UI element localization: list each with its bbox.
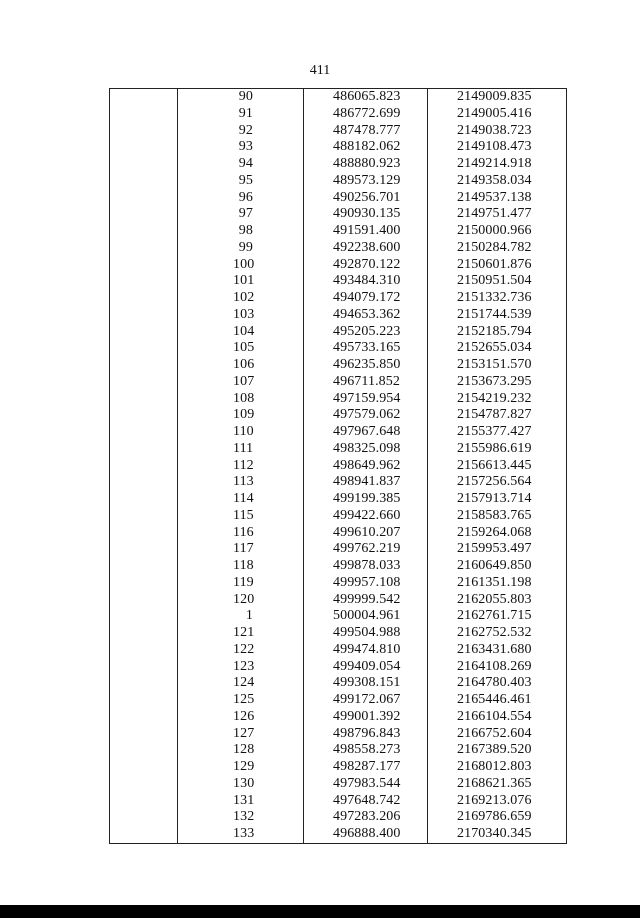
y-coordinate-cell: 2153151.570 bbox=[457, 357, 532, 372]
point-number-cell: 123 bbox=[233, 658, 255, 674]
coordinates-table bbox=[109, 88, 567, 844]
x-coordinate-cell: 499999.542 bbox=[333, 591, 401, 607]
y-coordinate-cell: 2159953.497 bbox=[457, 541, 532, 557]
y-coordinate-cell: 2149108.473 bbox=[457, 139, 532, 155]
y-coordinate-cell: 2166752.604 bbox=[457, 725, 532, 741]
point-number-cell: 99 bbox=[238, 239, 253, 255]
point-number-cell: 125 bbox=[233, 692, 255, 707]
x-coordinate-cell: 495205.223 bbox=[333, 323, 401, 339]
point-number-cell: 92 bbox=[238, 122, 253, 138]
x-coordinate-cell: 499422.660 bbox=[333, 507, 401, 523]
x-coordinate-cell: 498287.177 bbox=[333, 759, 401, 774]
table-row bbox=[110, 776, 566, 793]
y-coordinate-cell: 2159264.068 bbox=[457, 524, 532, 540]
table-row bbox=[110, 240, 566, 257]
y-coordinate-cell: 2149038.723 bbox=[457, 122, 532, 138]
x-coordinate-cell: 487478.777 bbox=[333, 122, 401, 138]
table-row bbox=[110, 458, 566, 475]
y-coordinate-cell: 2158583.765 bbox=[457, 507, 532, 523]
y-coordinate-cell: 2163431.680 bbox=[457, 641, 532, 657]
y-coordinate-cell: 2150000.966 bbox=[457, 223, 532, 238]
point-number-cell: 90 bbox=[238, 89, 253, 104]
x-coordinate-cell: 496888.400 bbox=[333, 826, 401, 841]
table-row bbox=[110, 826, 566, 843]
x-coordinate-cell: 499610.207 bbox=[333, 524, 401, 540]
x-coordinate-cell: 497648.742 bbox=[333, 792, 401, 808]
point-number-cell: 122 bbox=[233, 641, 255, 657]
x-coordinate-cell: 490256.701 bbox=[333, 189, 401, 205]
point-number-cell: 112 bbox=[233, 457, 254, 473]
point-number-cell: 126 bbox=[233, 708, 255, 724]
y-coordinate-cell: 2149214.918 bbox=[457, 156, 532, 171]
table-row bbox=[110, 592, 566, 609]
y-coordinate-cell: 2149537.138 bbox=[457, 189, 532, 205]
y-coordinate-cell: 2155986.619 bbox=[457, 440, 532, 456]
table-row bbox=[110, 793, 566, 810]
point-number-cell: 115 bbox=[233, 507, 254, 523]
table-row bbox=[110, 123, 566, 140]
y-coordinate-cell: 2164108.269 bbox=[457, 658, 532, 674]
table-row bbox=[110, 139, 566, 156]
x-coordinate-cell: 500004.961 bbox=[333, 608, 401, 624]
table-row bbox=[110, 89, 566, 106]
x-coordinate-cell: 497967.648 bbox=[333, 424, 401, 439]
y-coordinate-cell: 2166104.554 bbox=[457, 708, 532, 724]
point-number-cell: 97 bbox=[238, 206, 253, 222]
x-coordinate-cell: 496235.850 bbox=[333, 357, 401, 372]
y-coordinate-cell: 2150601.876 bbox=[457, 256, 532, 272]
table-row bbox=[110, 106, 566, 123]
table-row bbox=[110, 625, 566, 642]
table-body bbox=[110, 89, 566, 843]
table-row bbox=[110, 441, 566, 458]
x-coordinate-cell: 499001.392 bbox=[333, 708, 401, 724]
y-coordinate-cell: 2168012.803 bbox=[457, 759, 532, 774]
point-number-cell: 120 bbox=[233, 591, 255, 607]
table-row bbox=[110, 391, 566, 408]
y-coordinate-cell: 2149009.835 bbox=[457, 89, 532, 104]
x-coordinate-cell: 499409.054 bbox=[333, 658, 401, 674]
x-coordinate-cell: 499504.988 bbox=[333, 625, 401, 640]
point-number-cell: 113 bbox=[233, 474, 254, 490]
table-row bbox=[110, 257, 566, 274]
point-number-cell: 124 bbox=[233, 675, 255, 691]
y-coordinate-cell: 2154787.827 bbox=[457, 407, 532, 423]
table-row bbox=[110, 374, 566, 391]
point-number-cell: 132 bbox=[233, 809, 255, 825]
y-coordinate-cell: 2150284.782 bbox=[457, 239, 532, 255]
y-coordinate-cell: 2162055.803 bbox=[457, 591, 532, 607]
x-coordinate-cell: 497283.206 bbox=[333, 809, 401, 825]
table-row bbox=[110, 474, 566, 491]
y-coordinate-cell: 2157256.564 bbox=[457, 474, 532, 490]
point-number-cell: 94 bbox=[238, 156, 253, 171]
point-number-cell: 91 bbox=[238, 105, 253, 121]
x-coordinate-cell: 486065.823 bbox=[333, 89, 401, 104]
x-coordinate-cell: 499308.151 bbox=[333, 675, 401, 691]
table-row bbox=[110, 491, 566, 508]
y-coordinate-cell: 2164780.403 bbox=[457, 675, 532, 691]
y-coordinate-cell: 2162752.532 bbox=[457, 625, 532, 640]
x-coordinate-cell: 494079.172 bbox=[333, 290, 401, 305]
y-coordinate-cell: 2157913.714 bbox=[457, 491, 532, 506]
table-row bbox=[110, 541, 566, 558]
y-coordinate-cell: 2169786.659 bbox=[457, 809, 532, 825]
x-coordinate-cell: 486772.699 bbox=[333, 105, 401, 121]
point-number-cell: 96 bbox=[238, 189, 253, 205]
table-row bbox=[110, 290, 566, 307]
y-coordinate-cell: 2151332.736 bbox=[457, 290, 532, 305]
table-row bbox=[110, 759, 566, 776]
y-coordinate-cell: 2160649.850 bbox=[457, 558, 532, 573]
x-coordinate-cell: 493484.310 bbox=[333, 273, 401, 289]
table-row bbox=[110, 675, 566, 692]
point-number-cell: 103 bbox=[233, 306, 255, 322]
y-coordinate-cell: 2170340.345 bbox=[457, 826, 532, 841]
point-number-cell: 100 bbox=[233, 256, 255, 272]
table-row bbox=[110, 424, 566, 441]
point-number-cell: 102 bbox=[233, 290, 255, 305]
y-coordinate-cell: 2156613.445 bbox=[457, 457, 532, 473]
x-coordinate-cell: 499762.219 bbox=[333, 541, 401, 557]
scan-edge bbox=[0, 905, 640, 918]
y-coordinate-cell: 2155377.427 bbox=[457, 424, 532, 439]
point-number-cell: 106 bbox=[233, 357, 255, 372]
x-coordinate-cell: 497983.544 bbox=[333, 775, 401, 791]
table-row bbox=[110, 307, 566, 324]
table-row bbox=[110, 357, 566, 374]
table-row bbox=[110, 407, 566, 424]
point-number-cell: 108 bbox=[233, 390, 255, 406]
x-coordinate-cell: 499172.067 bbox=[333, 692, 401, 707]
x-coordinate-cell: 495733.165 bbox=[333, 340, 401, 356]
x-coordinate-cell: 492870.122 bbox=[333, 256, 401, 272]
point-number-cell: 131 bbox=[233, 792, 255, 808]
y-coordinate-cell: 2149751.477 bbox=[457, 206, 532, 222]
y-coordinate-cell: 2165446.461 bbox=[457, 692, 532, 707]
y-coordinate-cell: 2162761.715 bbox=[457, 608, 532, 624]
y-coordinate-cell: 2153673.295 bbox=[457, 373, 532, 389]
point-number-cell: 128 bbox=[233, 742, 255, 758]
x-coordinate-cell: 496711.852 bbox=[333, 373, 400, 389]
x-coordinate-cell: 498325.098 bbox=[333, 440, 401, 456]
y-coordinate-cell: 2152185.794 bbox=[457, 323, 532, 339]
point-number-cell: 95 bbox=[238, 172, 253, 188]
x-coordinate-cell: 488182.062 bbox=[333, 139, 401, 155]
point-number-cell: 98 bbox=[238, 223, 253, 238]
point-number-cell: 130 bbox=[233, 775, 255, 791]
table-row bbox=[110, 190, 566, 207]
table-row bbox=[110, 608, 566, 625]
y-coordinate-cell: 2154219.232 bbox=[457, 390, 532, 406]
table-row bbox=[110, 273, 566, 290]
table-row bbox=[110, 809, 566, 826]
table-row bbox=[110, 324, 566, 341]
x-coordinate-cell: 499474.810 bbox=[333, 641, 401, 657]
point-number-cell: 104 bbox=[233, 323, 255, 339]
table-row bbox=[110, 726, 566, 743]
x-coordinate-cell: 494653.362 bbox=[333, 306, 401, 322]
page-number: 411 bbox=[309, 63, 331, 78]
point-number-cell: 127 bbox=[233, 725, 255, 741]
point-number-cell: 105 bbox=[233, 340, 255, 356]
x-coordinate-cell: 498941.837 bbox=[333, 474, 401, 490]
y-coordinate-cell: 2167389.520 bbox=[457, 742, 532, 758]
y-coordinate-cell: 2150951.504 bbox=[457, 273, 532, 289]
table-row bbox=[110, 659, 566, 676]
x-coordinate-cell: 489573.129 bbox=[333, 172, 401, 188]
point-number-cell: 111 bbox=[233, 440, 254, 456]
point-number-cell: 114 bbox=[233, 491, 254, 506]
point-number-cell: 1 bbox=[245, 608, 253, 624]
y-coordinate-cell: 2149358.034 bbox=[457, 172, 532, 188]
y-coordinate-cell: 2161351.198 bbox=[457, 574, 532, 590]
point-number-cell: 101 bbox=[233, 273, 255, 289]
table-row bbox=[110, 709, 566, 726]
point-number-cell: 116 bbox=[233, 524, 254, 540]
table-row bbox=[110, 525, 566, 542]
x-coordinate-cell: 498796.843 bbox=[333, 725, 401, 741]
x-coordinate-cell: 499957.108 bbox=[333, 574, 401, 590]
y-coordinate-cell: 2149005.416 bbox=[457, 105, 532, 121]
point-number-cell: 109 bbox=[233, 407, 255, 423]
x-coordinate-cell: 498558.273 bbox=[333, 742, 401, 758]
point-number-cell: 121 bbox=[233, 625, 255, 640]
table-row bbox=[110, 156, 566, 173]
x-coordinate-cell: 497579.062 bbox=[333, 407, 401, 423]
table-row bbox=[110, 223, 566, 240]
table-row bbox=[110, 692, 566, 709]
x-coordinate-cell: 491591.400 bbox=[333, 223, 401, 238]
x-coordinate-cell: 497159.954 bbox=[333, 390, 401, 406]
point-number-cell: 118 bbox=[233, 558, 254, 573]
table-row bbox=[110, 642, 566, 659]
point-number-cell: 107 bbox=[233, 373, 255, 389]
point-number-cell: 117 bbox=[233, 541, 254, 557]
y-coordinate-cell: 2168621.365 bbox=[457, 775, 532, 791]
y-coordinate-cell: 2152655.034 bbox=[457, 340, 532, 356]
table-row bbox=[110, 742, 566, 759]
table-row bbox=[110, 575, 566, 592]
table-row bbox=[110, 206, 566, 223]
table-row bbox=[110, 340, 566, 357]
table-row bbox=[110, 558, 566, 575]
table-row bbox=[110, 508, 566, 525]
x-coordinate-cell: 499878.033 bbox=[333, 558, 401, 573]
x-coordinate-cell: 488880.923 bbox=[333, 156, 401, 171]
table-row bbox=[110, 173, 566, 190]
x-coordinate-cell: 490930.135 bbox=[333, 206, 401, 222]
x-coordinate-cell: 499199.385 bbox=[333, 491, 401, 506]
point-number-cell: 129 bbox=[233, 759, 255, 774]
point-number-cell: 93 bbox=[238, 139, 253, 155]
x-coordinate-cell: 492238.600 bbox=[333, 239, 401, 255]
y-coordinate-cell: 2169213.076 bbox=[457, 792, 532, 808]
y-coordinate-cell: 2151744.539 bbox=[457, 306, 532, 322]
point-number-cell: 110 bbox=[233, 424, 254, 439]
point-number-cell: 119 bbox=[233, 574, 254, 590]
point-number-cell: 133 bbox=[233, 826, 255, 841]
x-coordinate-cell: 498649.962 bbox=[333, 457, 401, 473]
